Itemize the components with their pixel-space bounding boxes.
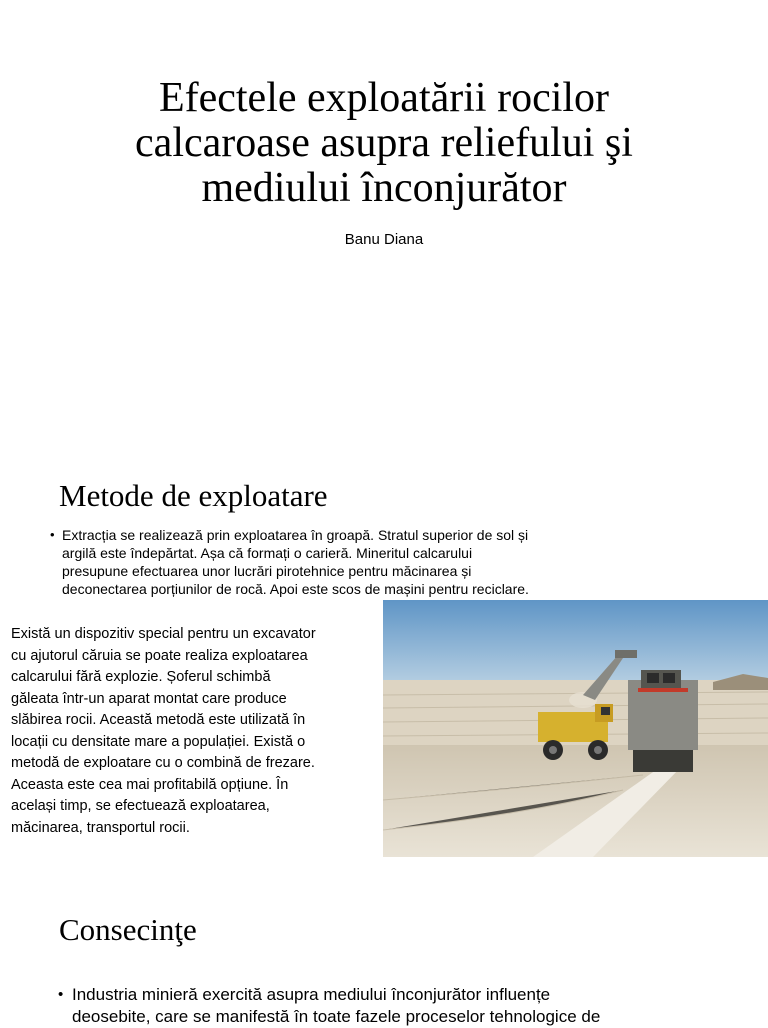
presentation-title <box>60 76 708 211</box>
author-name: Banu Diana <box>344 231 424 248</box>
methods-paragraph <box>11 624 381 839</box>
text-line: găleata într-un aparat montat care produce <box>11 690 287 707</box>
text-line: slăbirea rocii. Această metodă este utilizată în <box>11 712 306 728</box>
text-line: deosebite, care se manifestă în toate fazele proceselor tehnologice de <box>72 1007 601 1026</box>
text-line: presupune efectuarea unor lucrări pirotehnice pentru măcinarea și <box>62 563 472 579</box>
text-line: același timp, se efectuează exploatarea, <box>11 798 270 814</box>
title-line: calcaroase asupra reliefului şi <box>135 120 633 166</box>
text-line: argilă este îndepărtat. Așa că formați o carieră. Mineritul calcarului <box>62 545 473 561</box>
bullet-text <box>62 526 529 598</box>
text-line: locații cu densitate mare a populației. Există o <box>11 733 306 750</box>
title-line: Efectele exploatării rocilor <box>158 75 610 121</box>
text-line: deconectarea porțiunilor de rocă. Apoi este scos de mașini pentru reciclare. <box>62 581 529 597</box>
consequences-bullet <box>58 984 758 1028</box>
section-heading-consequences: Consecinţe <box>59 912 197 947</box>
section-heading-methods: Metode de exploatare <box>59 478 328 513</box>
quarry-mining-photo <box>383 600 768 857</box>
text-line: Industria minieră exercită asupra mediului înconjurător influențe <box>72 985 551 1004</box>
text-line: metodă de exploatare cu o combină de frezare. <box>11 755 315 771</box>
text-line: calcarului fără explozie. Șoferul schimbă <box>11 669 271 685</box>
methods-bullet <box>50 526 630 600</box>
text-line: Extracția se realizează prin exploatarea în groapă. Stratul superior de sol și <box>62 527 529 543</box>
text-line: cu ajutorul căruia se poate realiza exploatarea <box>11 647 308 664</box>
text-line: Există un dispozitiv special pentru un excavator <box>11 626 316 642</box>
text-line: măcinarea, transportul rocii. <box>11 819 190 836</box>
bullet-text <box>72 984 600 1028</box>
bullet-icon: • <box>58 986 64 1003</box>
text-line: Aceasta este cea mai profitabilă opțiune. În <box>11 776 289 793</box>
bullet-icon: • <box>50 527 55 542</box>
title-line: mediului înconjurător <box>201 165 567 211</box>
sky <box>383 600 768 690</box>
